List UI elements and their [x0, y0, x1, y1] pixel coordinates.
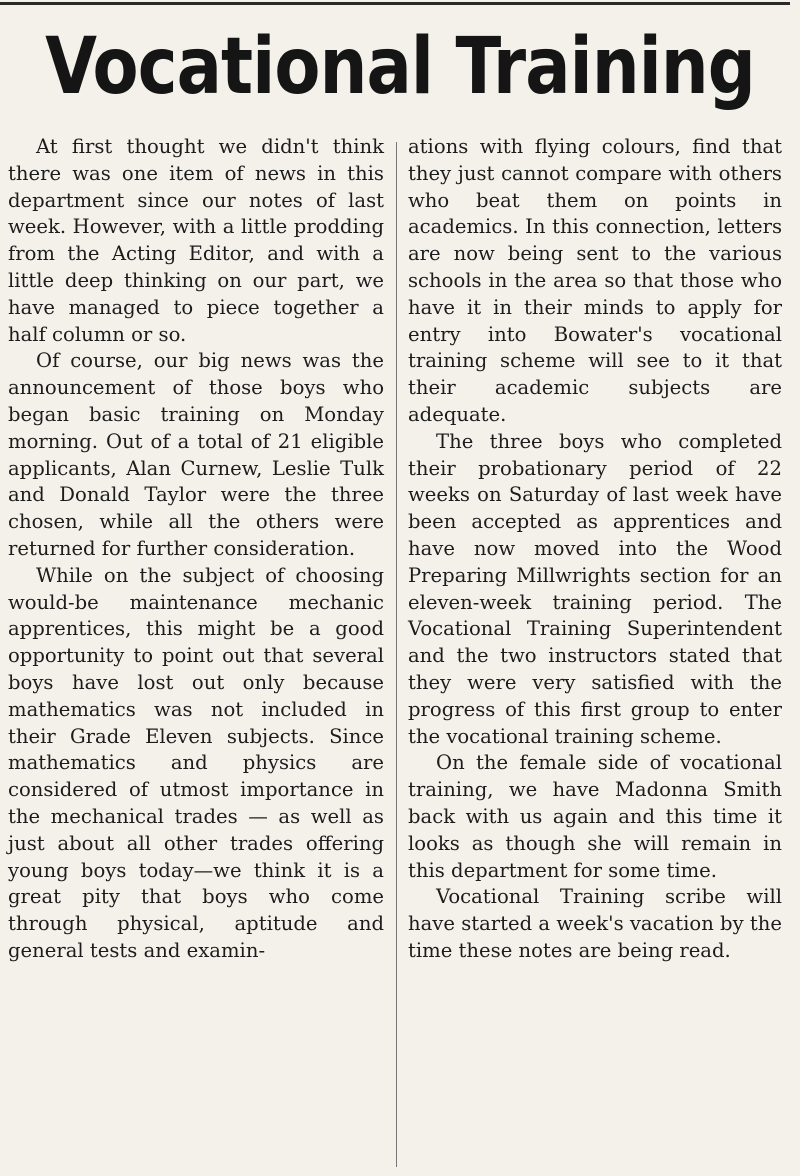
paragraph: Vocational Training scribe will have started a week's vacation by the time these notes are being read.	[408, 885, 782, 962]
paragraph: The three boys who completed their probationary period of 22 weeks on Saturday of last week have been accepted as apprentices and have now moved into the Wood Preparing Millwrights section for an eleven-week training period. The Vocational Training Superintendent and the two instructors stated that they were very satisfied with the progress of this first group to enter the vocational training scheme.	[408, 429, 782, 748]
left-column	[8, 134, 384, 965]
paragraph: While on the subject of choosing would-be maintenance mechanic apprentices, this might be a good opportunity to point out that several boys have lost out only because mathematics was not included in their Grade Eleven subjects. Since mathematics and physics are considered of utmost importance in the mechanical trades — as well as just about all other trades offering young boys today—we think it is a great pity that boys who come through physical, aptitude and general tests and examin-	[8, 563, 384, 962]
right-column	[408, 134, 782, 965]
headline: Vocational Training	[45, 22, 755, 112]
paragraph: ations with flying colours, find that they just cannot compare with others who beat them on points in academics. In this connection, letters are now being sent to the various schools in the area so that those who have it in their minds to apply for entry into Bowater's vocational training scheme will see to it that their academic subjects are adequate.	[408, 135, 782, 426]
top-rule	[0, 2, 790, 5]
column-divider	[396, 142, 397, 1167]
paragraph: On the female side of vocational training, we have Madonna Smith back with us again and this time it looks as though she will remain in this department for some time.	[408, 751, 782, 882]
paragraph: At first thought we didn't think there was one item of news in this department since our notes of last week. However, with a little prodding from the Acting Editor, and with a little deep thinking on our part, we have managed to piece together a half column or so.	[8, 135, 384, 346]
paragraph: Of course, our big news was the announcement of those boys who began basic training on Monday morning. Out of a total of 21 eligible applicants, Alan Curnew, Leslie Tulk and Donald Taylor were the three chosen, while all the others were returned for further consideration.	[8, 349, 384, 560]
